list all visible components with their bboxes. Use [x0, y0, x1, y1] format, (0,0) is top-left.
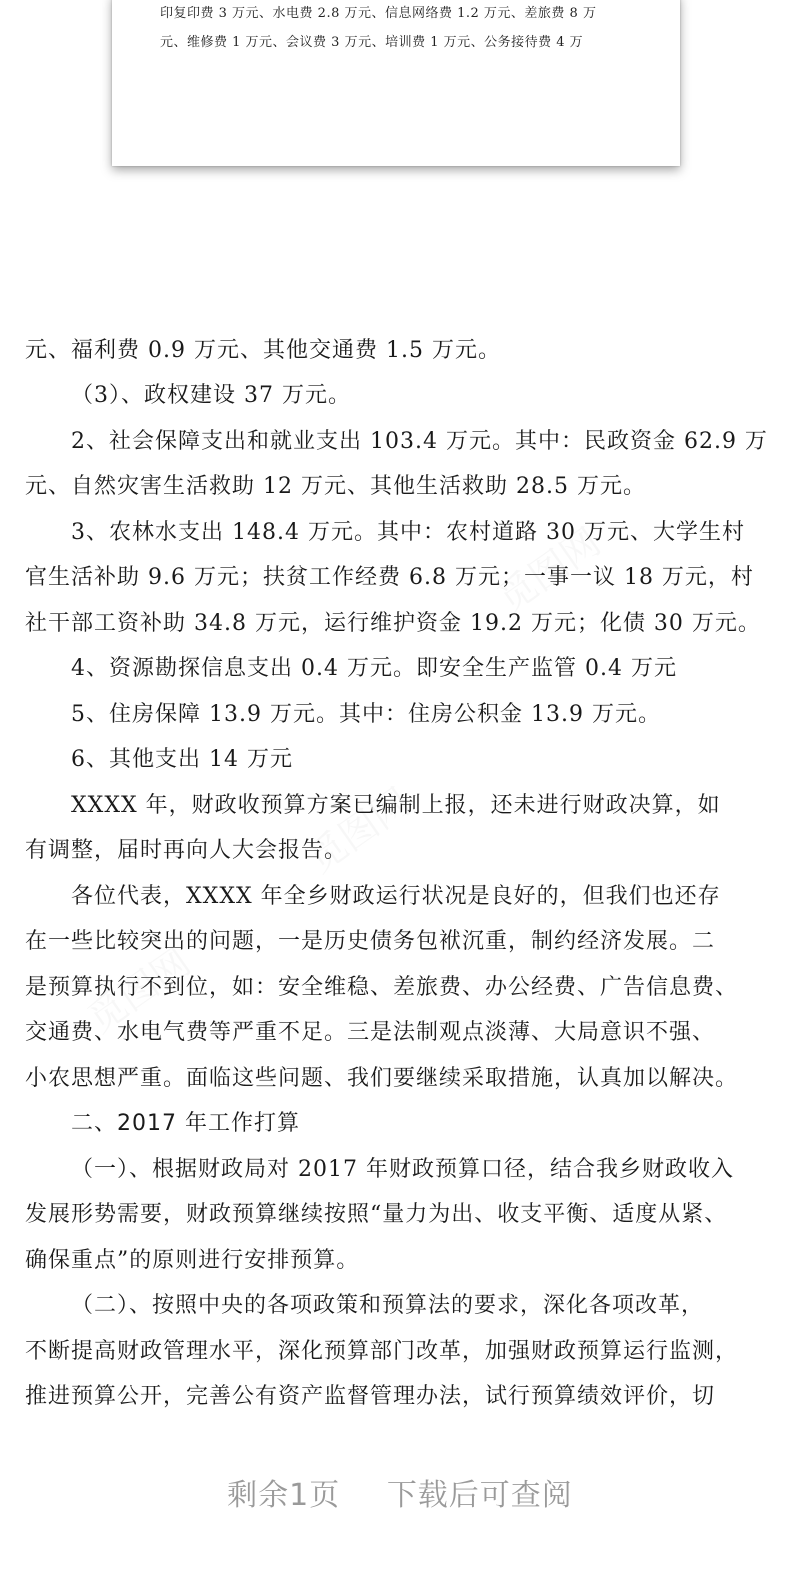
- preview-line: 元、维修费 1 万元、会议费 3 万元、培训费 1 万元、公务接待费 4 万: [160, 35, 584, 50]
- text-line: 发展形势需要，财政预算继续按照“量力为出、收支平衡、适度从紧、: [25, 1202, 728, 1227]
- text-line: 元、自然灾害生活救助 12 万元、其他生活救助 28.5 万元。: [25, 474, 646, 499]
- text-line: 有调整，届时再向人大会报告。: [25, 838, 348, 863]
- text-line: 确保重点”的原则进行安排预算。: [25, 1248, 360, 1273]
- text-line: 社干部工资补助 34.8 万元，运行维护资金 19.2 万元；化债 30 万元。: [25, 611, 761, 636]
- text-line: 2、社会保障支出和就业支出 103.4 万元。其中：民政资金 62.9 万: [71, 429, 768, 454]
- text-line: （3）、政权建设 37 万元。: [71, 383, 351, 408]
- text-line: 5、住房保障 13.9 万元。其中：住房公积金 13.9 万元。: [71, 702, 661, 727]
- text-line: 交通费、水电气费等严重不足。三是法制观点淡薄、大局意识不强、: [25, 1020, 716, 1045]
- previous-page-preview: [112, 0, 680, 166]
- watermark: 觅图网: [79, 939, 199, 1042]
- watermark: 觅图网: [489, 519, 609, 622]
- text-line: XXXX 年，财政收预算方案已编制上报，还未进行财政决算，如: [71, 793, 721, 818]
- text-line: 小农思想严重。面临这些问题、我们要继续采取措施，认真加以解决。: [25, 1066, 739, 1091]
- text-line: 元、福利费 0.9 万元、其他交通费 1.5 万元。: [25, 338, 501, 363]
- text-line: 3、农林水支出 148.4 万元。其中：农村道路 30 万元、大学生村: [71, 520, 745, 545]
- watermark: 觅图网: [299, 779, 419, 882]
- text-line: 官生活补助 9.6 万元；扶贫工作经费 6.8 万元；一事一议 18 万元，村: [25, 565, 754, 590]
- text-line: （一）、根据财政局对 2017 年财政预算口径，结合我乡财政收入: [71, 1157, 734, 1182]
- download-to-view-label[interactable]: 下载后可查阅: [386, 1478, 573, 1513]
- remaining-pages-label: 剩余1页: [227, 1478, 341, 1513]
- text-line: 是预算执行不到位，如：安全维稳、差旅费、办公经费、广告信息费、: [25, 975, 739, 1000]
- text-line: 推进预算公开，完善公有资产监督管理办法，试行预算绩效评价，切: [25, 1384, 716, 1409]
- preview-line: 印复印费 3 万元、水电费 2.8 万元、信息网络费 1.2 万元、差旅费 8 万: [160, 6, 597, 21]
- download-prompt[interactable]: [0, 1470, 800, 1514]
- section-heading: 二、2017 年工作打算: [71, 1111, 300, 1136]
- text-line: 4、资源勘探信息支出 0.4 万元。即安全生产监管 0.4 万元: [71, 656, 677, 681]
- text-line: 在一些比较突出的问题，一是历史债务包袱沉重，制约经济发展。二: [25, 929, 716, 954]
- text-line: 不断提高财政管理水平，深化预算部门改革，加强财政预算运行监测，: [25, 1339, 739, 1364]
- text-line: （二）、按照中央的各项政策和预算法的要求，深化各项改革，: [71, 1293, 705, 1318]
- text-line: 各位代表，XXXX 年全乡财政运行状况是良好的，但我们也还存: [71, 884, 721, 909]
- text-line: 6、其他支出 14 万元: [71, 747, 293, 772]
